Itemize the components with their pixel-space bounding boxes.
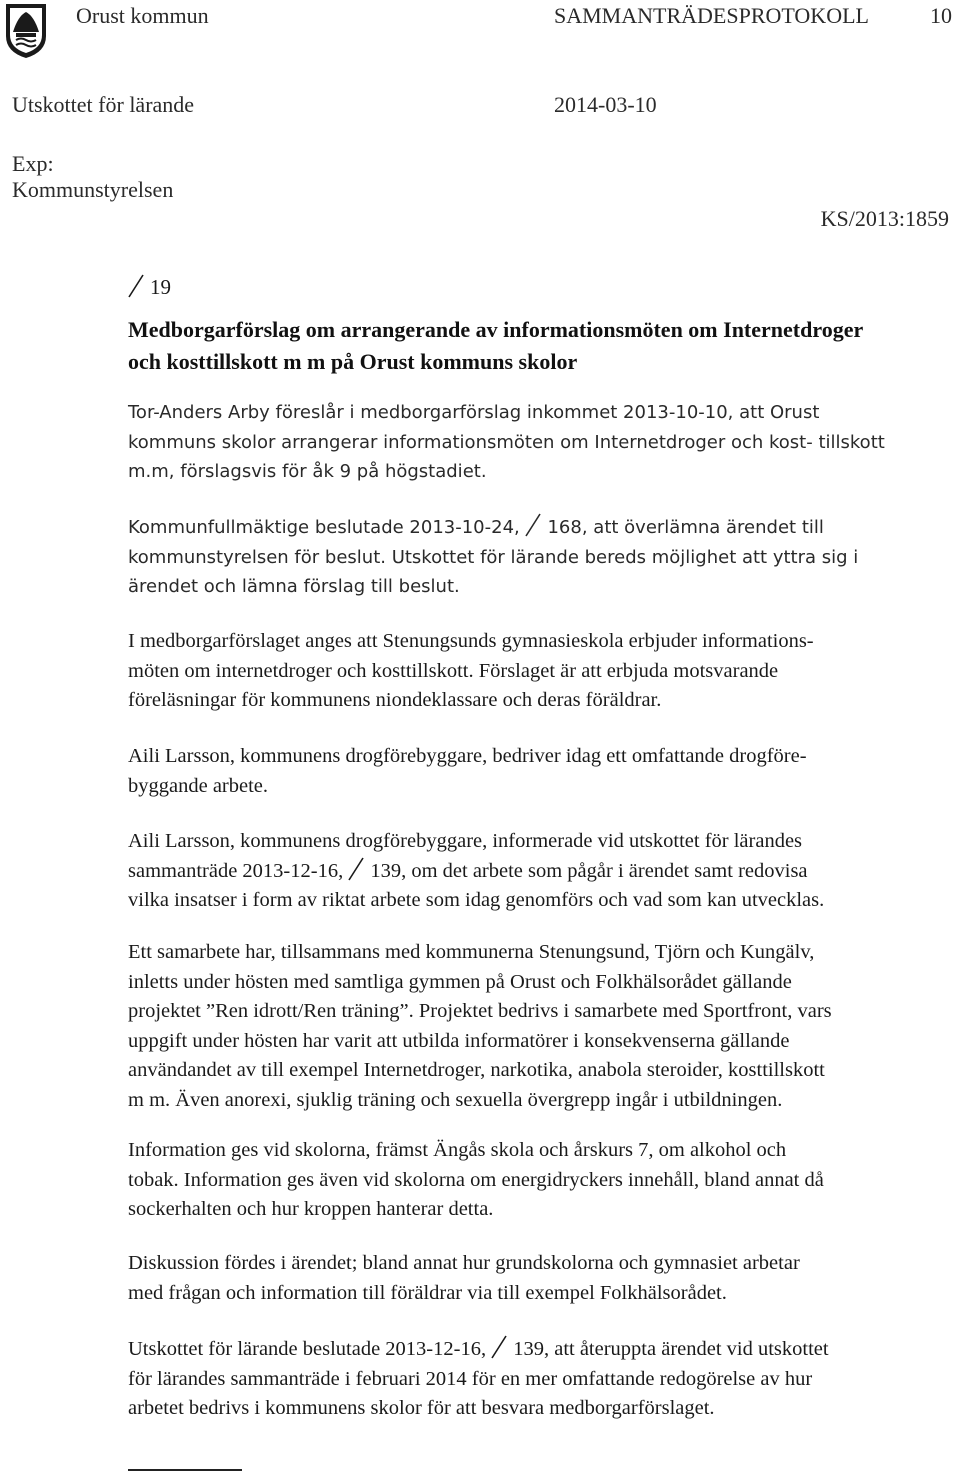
text-line: projektet ”Ren idrott/Ren träning”. Projektet bedrivs i samarbete med Sportfront, vars — [128, 1000, 832, 1022]
text-fragment: 168, att överlämna ärendet till — [547, 517, 824, 538]
municipality-coat-of-arms-logo — [4, 2, 48, 60]
text-line — [128, 1335, 829, 1365]
text-line: arbetet bedrivs i kommunens skolor för att besvara medborgarförslaget. — [128, 1397, 715, 1419]
text-line: m m. Även anorexi, sjuklig träning och sexuella övergrepp ingår i utbildningen. — [128, 1088, 783, 1111]
text-line: med frågan och information till föräldrar via till exempel Folkhälsorådet. — [128, 1281, 727, 1304]
text-line — [128, 513, 858, 543]
committee-name: Utskottet för lärande — [12, 92, 195, 117]
section-title-line: och kosttillskott m m på Orust kommuns skolor — [128, 349, 578, 374]
text-line: tobak. Information ges även vid skolorna om energidryckers innehåll, bland annat då — [128, 1168, 824, 1191]
text-fragment: sammanträde 2013-12-16, — [128, 859, 344, 882]
page-number: 10 — [930, 3, 952, 28]
text-fragment: Kommunfullmäktige beslutade 2013-10-24, — [128, 517, 520, 538]
paragraph-school-info — [128, 1136, 824, 1225]
text-line: sockerhalten och hur kroppen hanterar detta. — [128, 1198, 494, 1220]
paragraph-referral — [128, 513, 858, 602]
text-line: föreläsningar för kommunens niondeklassare och deras föräldrar. — [128, 689, 662, 711]
paragraph-discussion — [128, 1249, 800, 1308]
text-line: inletts under hösten med samtliga gymmen på Orust och Folkhälsorådet gällande — [128, 970, 792, 993]
text-line: Ett samarbete har, tillsammans med kommunerna Stenungsund, Tjörn och Kungälv, — [128, 941, 815, 963]
text-line: byggande arbete. — [128, 774, 269, 797]
text-line: Aili Larsson, kommunens drogförebyggare, informerade vid utskottet för lärandes — [128, 830, 803, 852]
text-line: ärendet och lämna förslag till beslut. — [128, 576, 460, 597]
section-mark-icon — [348, 857, 366, 881]
text-fragment: 139, om det arbete som pågår i ärendet samt redovisa — [370, 859, 808, 882]
text-line: kommuns skolor arrangerar informationsmöten om Internetdroger och kost- tillskott — [128, 431, 885, 453]
text-line: användandet av till exempel Internetdroger, narkotika, anabola steroider, kosttillskott — [128, 1059, 825, 1081]
text-line — [128, 857, 824, 887]
exp-recipient: Kommunstyrelsen — [12, 177, 174, 202]
text-line: för lärandes sammanträde i februari 2014 för en mer omfattande redogörelse av hur — [128, 1367, 813, 1390]
case-number: KS/2013:1859 — [820, 206, 949, 231]
footer-divider — [128, 1469, 242, 1471]
section-number: 19 — [150, 275, 171, 299]
paragraph-decision — [128, 1335, 829, 1424]
text-line: I medborgarförslaget anges att Stenungsunds gymnasieskola erbjuder informations- — [128, 630, 814, 652]
text-line: m.m, förslagsvis för åk 9 på högstadiet. — [128, 461, 487, 482]
section-title-line: Medborgarförslag om arrangerande av informationsmöten om Internetdroger — [128, 317, 864, 342]
section-mark-icon — [491, 1335, 509, 1359]
section-title — [128, 314, 863, 378]
section-number-line — [128, 274, 171, 300]
text-fragment: 139, att återuppta ärendet vid utskottet — [513, 1338, 829, 1360]
text-line: Aili Larsson, kommunens drogförebyggare, bedriver idag ett omfattande drogföre- — [128, 745, 807, 767]
text-fragment: Utskottet för lärande beslutade 2013-12-16, — [128, 1338, 487, 1360]
municipality-name: Orust kommun — [76, 3, 209, 28]
document-type: SAMMANTRÄDESPROTOKOLL — [554, 3, 869, 28]
paragraph-prevention-work — [128, 742, 807, 801]
paragraph-collaboration — [128, 938, 832, 1115]
text-line: uppgift under hösten har varit att utbilda informatörer i konsekvenserna gällande — [128, 1029, 790, 1052]
exp-label: Exp: — [12, 151, 54, 176]
text-line: möten om internetdroger och kosttillskott. Förslaget är att erbjuda motsvarande — [128, 659, 779, 682]
text-line: vilka insatser i form av riktat arbete som idag genomförs och vad som kan utvecklas. — [128, 889, 825, 911]
section-mark-icon — [128, 274, 146, 298]
text-line: Diskussion fördes i ärendet; bland annat hur grundskolorna och gymnasiet arbetar — [128, 1252, 800, 1274]
text-line: Tor-Anders Arby föreslår i medborgarförslag inkommet 2013-10-10, att Orust — [128, 402, 820, 423]
section-mark-icon — [525, 513, 543, 537]
paragraph-meeting-info — [128, 827, 824, 916]
paragraph-proposal-details — [128, 627, 814, 716]
meeting-date: 2014-03-10 — [554, 92, 657, 117]
paragraph-proposal — [128, 398, 885, 487]
text-line: Information ges vid skolorna, främst Ängås skola och årskurs 7, om alkohol och — [128, 1139, 787, 1161]
text-line: kommunstyrelsen för beslut. Utskottet för lärande bereds möjlighet att yttra sig i — [128, 546, 859, 568]
